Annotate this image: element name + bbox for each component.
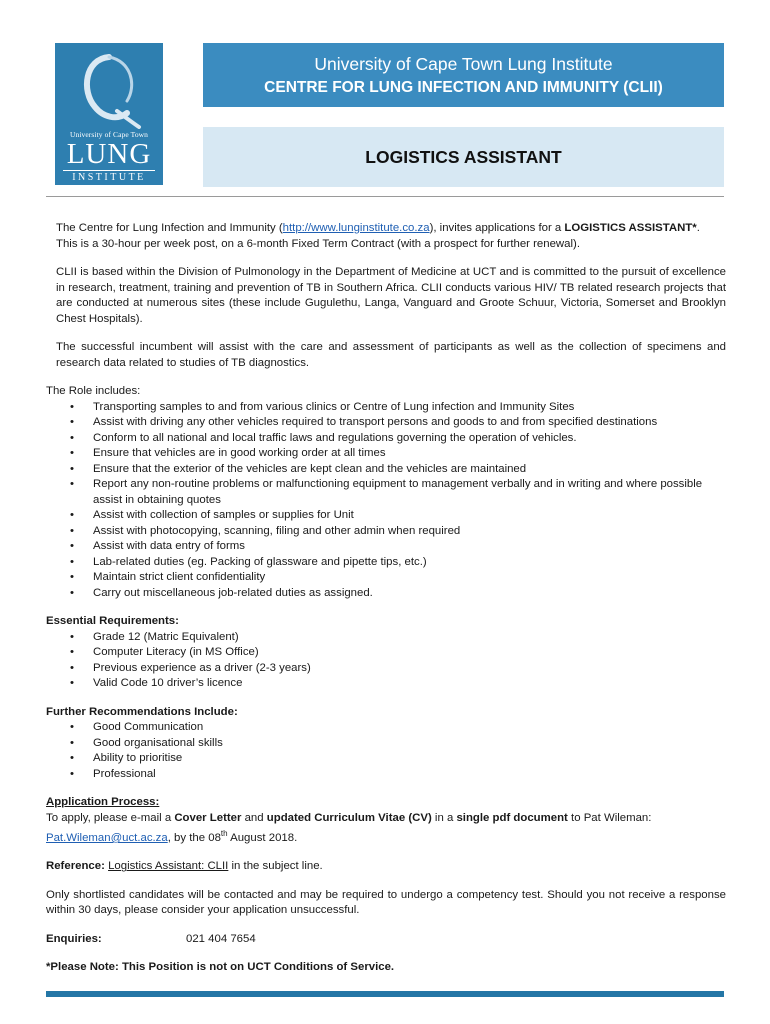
list-item: • Assist with data entry of forms	[46, 539, 726, 555]
app-pdf: single pdf document	[456, 811, 568, 824]
role-heading: The Role includes:	[46, 385, 141, 397]
enquiries-row	[46, 932, 726, 948]
list-item: • Assist with photocopying, scanning, filing and other admin when required	[46, 524, 726, 540]
essential-list	[46, 630, 726, 692]
intro-text-3: .	[696, 222, 700, 234]
further-heading	[46, 705, 726, 721]
header-divider	[46, 196, 724, 197]
logo-divider	[63, 170, 155, 171]
list-item: • Previous experience as a driver (2-3 years)	[46, 661, 726, 677]
header-centre-name: CENTRE FOR LUNG INFECTION AND IMMUNITY (CLII)	[264, 79, 663, 96]
lung-emblem-icon	[73, 51, 145, 129]
further-heading-text: Further Recommendations Include:	[46, 705, 238, 718]
email-link[interactable]: Pat.Wileman@uct.ac.za	[46, 831, 168, 844]
list-item: • Good Communication	[46, 720, 726, 736]
job-title-box	[203, 127, 724, 187]
essential-heading	[46, 614, 726, 630]
application-heading	[46, 795, 726, 811]
list-item: • Transporting samples to and from various clinics or Centre of Lung infection and Immunity Sites	[46, 400, 726, 416]
enquiries-label: Enquiries:	[46, 932, 102, 945]
list-item: • Ensure that the exterior of the vehicles are kept clean and the vehicles are maintained	[46, 462, 726, 478]
logo-lung-text: LUNG	[66, 138, 152, 170]
app-text-2: and	[241, 811, 267, 824]
list-item: • Ability to prioritise	[46, 751, 726, 767]
essential-heading-text: Essential Requirements:	[46, 615, 179, 627]
app-text-4: to Pat Wileman:	[567, 811, 652, 824]
further-list	[46, 720, 726, 782]
intro-text-2: ), invites applications for a	[429, 222, 565, 234]
note-line	[46, 960, 726, 976]
list-item: • Report any non-routine problems or malfunctioning equipment to management verbally and in writing and where possible assist in obtaining quotes	[46, 477, 726, 508]
reference-rest: in the subject line.	[228, 860, 323, 873]
list-item: • Computer Literacy (in MS Office)	[46, 645, 726, 661]
division-paragraph: CLII is based within the Division of Pulmonology in the Department of Medicine at UCT and is committed to the pursuit of excellence in research, treatment, training and prevention of TB in Southern Africa. CLII conducts various HIV/ TB related research projects that are conducted at numerous sites (these include Gugulethu, Langa, Vanguard and Groote Schuur, Victoria, Somerset and Brooklyn Chest Hospitals).	[56, 266, 726, 325]
list-item: • Assist with driving any other vehicles required to transport persons and goods to and from specified destinations	[46, 415, 726, 431]
shortlist-paragraph: Only shortlisted candidates will be contacted and may be required to undergo a competency test. Should you not receive a response within 30 days, please consider your application unsuccessful.	[46, 888, 726, 917]
header-institute-name: University of Cape Town Lung Institute	[314, 54, 613, 74]
intro-paragraph	[46, 221, 726, 252]
list-item: • Grade 12 (Matric Equivalent)	[46, 630, 726, 646]
post-name: LOGISTICS ASSISTANT*	[564, 222, 697, 234]
app-cv: updated Curriculum Vitae (CV)	[266, 811, 432, 824]
list-item: • Valid Code 10 driver’s licence	[46, 676, 726, 692]
reference-value: Logistics Assistant: CLII	[108, 860, 229, 873]
list-item: • Conform to all national and local traffic laws and regulations governing the operation of vehicles.	[46, 431, 726, 447]
list-item: • Lab-related duties (eg. Packing of glassware and pipette tips, etc.)	[46, 555, 726, 571]
app-text-1: To apply, please e-mail a	[46, 811, 175, 824]
intro-text-4: This is a 30-hour per week post, on a 6-month Fixed Term Contract (with a prospect for further renewal).	[56, 237, 580, 250]
header-banner	[203, 43, 724, 107]
list-item: • Assist with collection of samples or supplies for Unit	[46, 508, 726, 524]
logo-university-text: University of Cape Town	[69, 130, 149, 139]
intro-text-1: The Centre for Lung Infection and Immunity (	[56, 222, 283, 234]
logo-institute-text: INSTITUTE	[72, 172, 146, 183]
job-title: LOGISTICS ASSISTANT	[365, 147, 562, 167]
reference-label: Reference:	[46, 860, 105, 873]
reference-line	[46, 859, 726, 875]
application-paragraph	[46, 811, 726, 847]
role-list	[46, 400, 726, 602]
app-sup: th	[220, 829, 228, 838]
app-cover-letter: Cover Letter	[174, 811, 242, 824]
app-text-5: , by the 08	[167, 831, 221, 844]
institute-logo	[55, 43, 163, 185]
list-item: • Maintain strict client confidentiality	[46, 570, 726, 586]
document-body	[46, 221, 726, 976]
app-text-6: August 2018.	[227, 831, 298, 844]
application-heading-text: Application Process:	[46, 796, 160, 808]
note-text: *Please Note: This Position is not on UCT Conditions of Service.	[46, 961, 395, 974]
list-item: • Professional	[46, 767, 726, 783]
list-item: • Ensure that vehicles are in good working order at all times	[46, 446, 726, 462]
incumbent-paragraph: The successful incumbent will assist with the care and assessment of participants as well as the collection of specimens and research data related to studies of TB diagnostics.	[56, 341, 726, 369]
app-text-3: in a	[431, 811, 457, 824]
footer-bar	[46, 991, 724, 997]
enquiries-phone: 021 404 7654	[186, 932, 256, 945]
list-item: • Carry out miscellaneous job-related duties as assigned.	[46, 586, 726, 602]
website-link[interactable]: http://www.lunginstitute.co.za	[282, 222, 430, 234]
list-item: • Good organisational skills	[46, 736, 726, 752]
